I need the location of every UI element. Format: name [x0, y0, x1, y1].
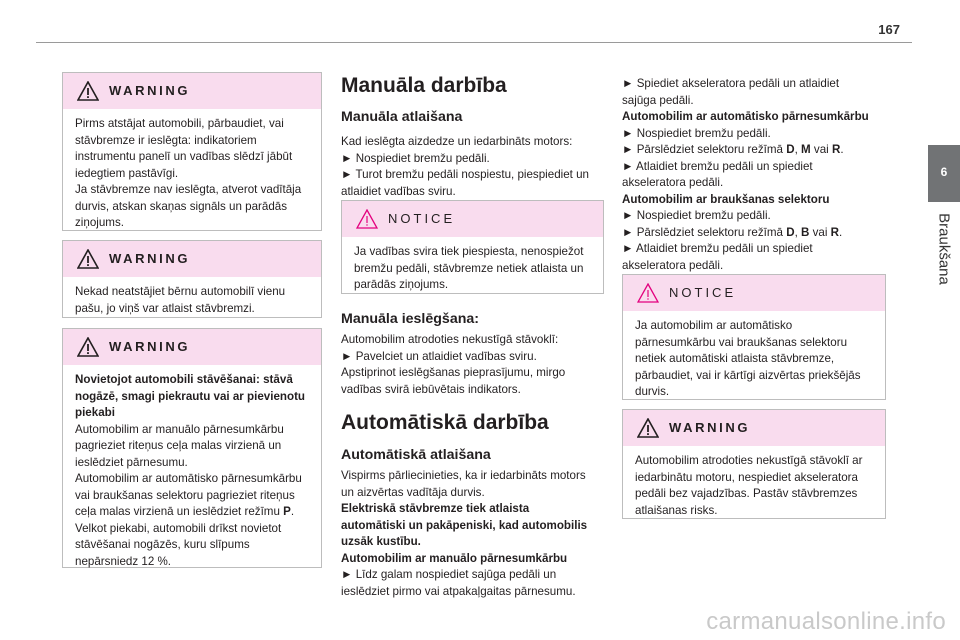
chapter-title: Braukšana [935, 213, 953, 285]
text-line [622, 142, 887, 159]
warning-title: WARNING [109, 83, 191, 98]
text-line-bold: Automobilim ar automātisko pārnesumkārbu [622, 110, 869, 123]
notice-title: NOTICE [388, 211, 456, 226]
notice-box-release [341, 200, 604, 294]
text-line: ziņojums. [75, 216, 124, 229]
middle-column-bottom [341, 310, 606, 600]
subsection-heading: Manuāla atlaišana [341, 109, 463, 125]
warning-box-parking [62, 72, 322, 231]
text-line: pašu, jo viņš var atlaist stāvbremzi. [75, 301, 255, 315]
section-title: Manuāla darbība [341, 74, 507, 97]
mode-d: D [786, 225, 795, 239]
notice-box-auto [622, 274, 886, 400]
mode-p: P [283, 505, 291, 518]
text-line: netiek automātiski atlaista stāvbremze, [635, 352, 835, 365]
text-line: akseleratora pedāli. [622, 258, 724, 272]
text-line: sajūga pedāli. [622, 93, 694, 107]
text-line-bold: Automobilim ar manuālo pārnesumkārbu [341, 551, 568, 565]
text-line: Nekad neatstājiet bērnu automobilī vienu [75, 285, 286, 298]
text-line: stāvbremze ir ieslēgta: indikatoriem [75, 133, 257, 147]
text-line: ► Nospiediet bremžu pedāli. [622, 209, 771, 222]
text-line: ieslēdziet pirmo vai atpakaļgaitas pārnesumu. [341, 584, 576, 598]
notice-header [342, 201, 603, 237]
text-line: durvis. [635, 385, 670, 398]
text-line: ieslēdziet pārnesumu. [75, 455, 188, 469]
header-rule [36, 42, 912, 43]
text-line: akseleratora pedāli. [622, 176, 724, 189]
text-line-bold: uzsāk kustību. [341, 535, 421, 548]
warning-icon [77, 81, 99, 101]
text-line: ► Pavelciet un atlaidiet vadības sviru. [341, 349, 537, 363]
text-line: ► Līdz galam nospiediet sajūga pedāli un [341, 568, 557, 581]
warning-icon [637, 418, 659, 438]
text-fragment: ► Pārslēdziet selektoru režīmā [622, 225, 787, 239]
text-line: parādās ziņojums. [354, 278, 449, 291]
text-line: Ja stāvbremze nav ieslēgta, atverot vadītāja [75, 183, 302, 196]
text-line: Automobilim atrodoties nekustīgā stāvoklī: [341, 333, 559, 346]
text-line: bremžu pedāli, stāvbremze netiek atlaista un [354, 261, 584, 275]
text-line-bold: Automobilim ar braukšanas selektoru [622, 192, 830, 206]
notice-header [623, 275, 885, 311]
text-line: Pirms atstājat automobili, pārbaudiet, vai [75, 117, 284, 130]
text-line: vai braukšanas selektoru pagrieziet riteņus [75, 488, 295, 502]
warning-box-child [62, 240, 322, 318]
text-line: Automobilim ar manuālo pārnesumkārbu [75, 422, 284, 436]
text-line: ► Atlaidiet bremžu pedāli un spiediet [622, 159, 813, 173]
chapter-number: 6 [940, 165, 948, 179]
warning-icon [77, 337, 99, 357]
mode-r: R [831, 143, 841, 156]
text-line: Apstiprinot ieslēgšanas pieprasījumu, mirgo [341, 366, 566, 379]
text-fragment: ► Pārslēdziet selektoru režīmā [622, 143, 787, 156]
text-line-bold: piekabi [75, 406, 115, 419]
subsection-heading: Manuāla ieslēgšana: [341, 311, 479, 327]
text-line: Ja automobilim ar automātisko [635, 319, 793, 332]
notice-icon [637, 283, 659, 303]
warning-box-accelerator [622, 409, 886, 519]
page-number: 167 [878, 22, 900, 37]
text-line: pedāli bez vajadzības. Pastāv stāvbremzes [635, 487, 858, 500]
text-fragment: . [839, 225, 843, 239]
warning-title: WARNING [109, 339, 191, 354]
text-line: iedegtiem pastāvīgi. [75, 166, 179, 180]
text-fragment: . [840, 143, 844, 156]
text-line: un aizvērtas vadītāja durvis. [341, 485, 485, 499]
text-fragment: ceļa malas virzienā un ieslēdziet režīmu [75, 505, 284, 518]
text-line [622, 225, 887, 242]
middle-column-top [341, 74, 606, 200]
text-line-bold: automātiski un pakāpeniski, kad automobilis [341, 518, 588, 532]
warning-header [63, 73, 321, 109]
text-line: durvis, atskan skaņas signāls un parādās [75, 199, 288, 213]
right-column-top [622, 76, 887, 274]
notice-title: NOTICE [669, 285, 737, 300]
text-fragment: , [794, 225, 802, 239]
text-line: atlaišanas risks. [635, 503, 718, 517]
text-line: Automobilim ar automātisko pārnesumkārbu [75, 472, 302, 485]
text-line: stāvēšanai nogāzēs, kuru slīpums [75, 538, 250, 551]
text-line: Kad ieslēgta aizdedze un iedarbināts motors: [341, 135, 573, 148]
text-line: Vispirms pārliecinieties, ka ir iedarbināts motors [341, 469, 586, 482]
text-fragment: . [290, 505, 295, 518]
text-fragment: vai [810, 143, 832, 156]
text-line: Velkot piekabi, automobili drīkst novietot [75, 521, 282, 535]
text-line: nepārsniedz 12 %. [75, 554, 172, 568]
text-line-bold: Elektriskā stāvbremze tiek atlaista [341, 502, 530, 515]
text-line: ► Nospiediet bremžu pedāli. [622, 126, 771, 140]
chapter-tab[interactable] [928, 145, 960, 202]
text-line: iedarbinātu motoru, nespiediet akseleratora [635, 470, 858, 484]
text-line: atlaidiet vadības sviru. [341, 184, 456, 198]
text-line [75, 504, 309, 521]
mode-d: D [786, 143, 795, 156]
warning-title: WARNING [669, 420, 751, 435]
warning-icon [77, 249, 99, 269]
text-fragment: , [794, 143, 802, 156]
text-line: ► Spiediet akseleratora pedāli un atlaidiet [622, 77, 840, 90]
text-line: pagrieziet riteņus ceļa malas virzienā un [75, 439, 282, 452]
subsection-heading: Automātiskā atlaišana [341, 447, 491, 463]
mode-r: R [830, 225, 840, 239]
text-line: ► Nospiediet bremžu pedāli. [341, 151, 490, 165]
text-line: pārnesumkārbu vai braukšanas selektoru [635, 335, 848, 349]
watermark: carmanualsonline.info [706, 608, 946, 635]
text-line: Ja vadības svira tiek piespiesta, nenospiežot [354, 245, 584, 258]
warning-header [63, 241, 321, 277]
warning-header [63, 329, 321, 365]
notice-icon [356, 209, 378, 229]
warning-box-slope [62, 328, 322, 568]
text-line-bold: Novietojot automobili stāvēšanai: stāvā [75, 373, 293, 386]
text-line: instrumentu panelī un vadības slēdzī jābūt [75, 150, 293, 163]
section-title: Automātiskā darbība [341, 411, 549, 434]
text-line: pārbaudiet, vai ir kārtīgi aizvērtas priekšējās [635, 368, 861, 382]
warning-header [623, 410, 885, 446]
mode-b: B [801, 225, 810, 239]
text-line-bold: nogāzē, smagi piekrautu vai ar pievienotu [75, 389, 306, 403]
chapter-title-strip [908, 206, 960, 292]
text-line: vadības svirā iebūvētais indikators. [341, 382, 521, 396]
text-line: Automobilim atrodoties nekustīgā stāvoklī ar [635, 454, 863, 467]
text-line: ► Turot bremžu pedāli nospiestu, piespiediet un [341, 168, 590, 181]
mode-m: M [801, 143, 811, 156]
text-fragment: vai [809, 225, 831, 239]
text-line: ► Atlaidiet bremžu pedāli un spiediet [622, 242, 813, 255]
warning-title: WARNING [109, 251, 191, 266]
